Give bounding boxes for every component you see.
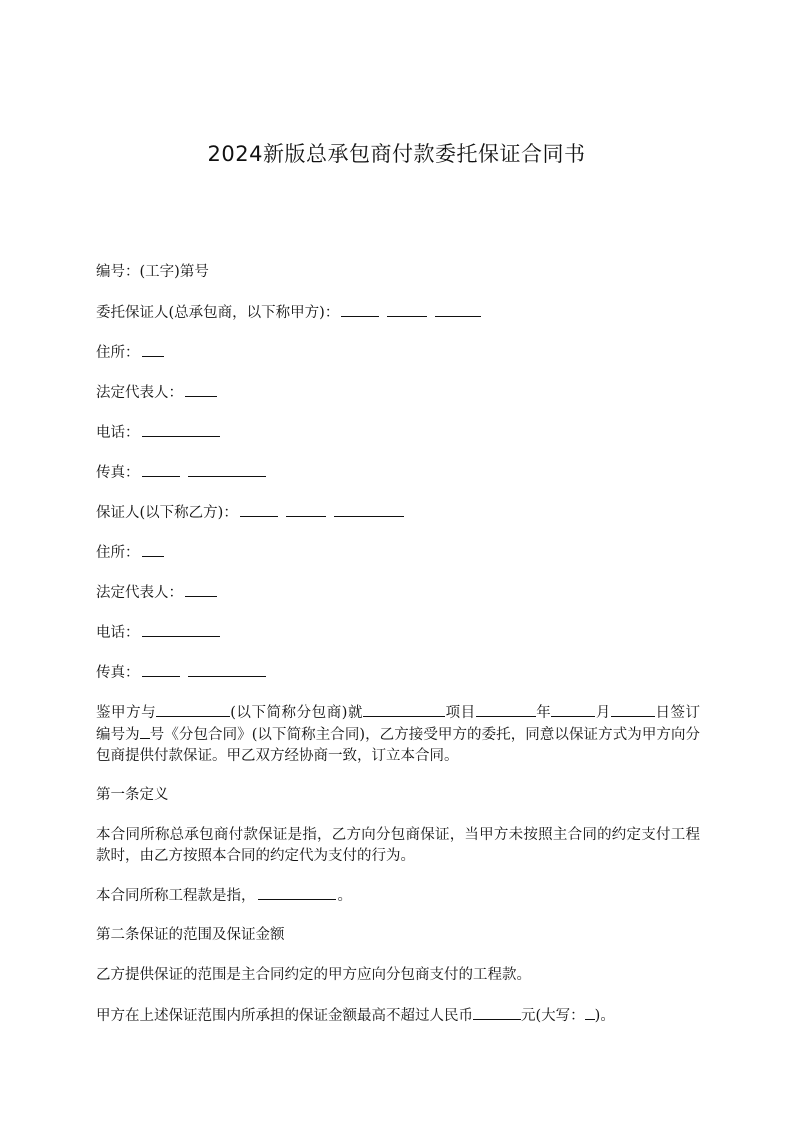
- principal-address-blank: [142, 342, 164, 357]
- principal-phone-line: [96, 422, 700, 443]
- principal-label: 委托保证人(总承包商，以下称甲方)：: [96, 305, 340, 321]
- guarantor-fax-line: [96, 662, 700, 683]
- amount-words-blank: [585, 1005, 595, 1020]
- preamble-text-8: 号《分包合同》(以下简称主合同)，乙方接受甲方的委托，同意以保证方式为甲方向分包商提供付款保证。甲乙双方经协商一致，订立本合同。: [96, 727, 701, 764]
- principal-line: [96, 302, 700, 323]
- article-1-paragraph-2: [96, 885, 700, 906]
- guarantor-legal-rep-blank: [185, 582, 217, 597]
- guarantor-phone-blank: [142, 622, 220, 637]
- article-2-heading: 第二条保证的范围及保证金额: [96, 927, 285, 943]
- principal-legal-rep-blank: [185, 382, 217, 397]
- project-blank: [363, 702, 445, 717]
- guarantor-address-label: 住所：: [96, 545, 140, 561]
- guarantor-phone-line: [96, 622, 700, 643]
- guarantor-address-line: [96, 542, 700, 563]
- article-1-p2-text-b: 。: [337, 888, 352, 904]
- principal-blank-3: [435, 302, 481, 317]
- contract-number-blank: [140, 724, 150, 739]
- project-payment-blank: [258, 885, 336, 900]
- preamble-paragraph: [96, 702, 700, 767]
- principal-fax-label: 传真：: [96, 465, 140, 481]
- guarantor-fax-blank-2: [188, 662, 266, 677]
- principal-fax-blank-2: [188, 462, 266, 477]
- article-2-paragraph-2: [96, 1005, 700, 1026]
- day-blank: [611, 702, 655, 717]
- month-blank: [551, 702, 595, 717]
- principal-blank-2: [387, 302, 427, 317]
- article-2-p2-text-b: 元(大写：: [521, 1008, 585, 1024]
- guarantor-legal-rep-line: [96, 582, 700, 603]
- principal-legal-rep-line: [96, 382, 700, 403]
- guarantor-line: [96, 502, 700, 523]
- year-blank: [476, 702, 536, 717]
- article-2-paragraph-1: 乙方提供保证的范围是主合同约定的甲方应向分包商支付的工程款。: [96, 967, 531, 983]
- guarantor-blank-2: [286, 502, 326, 517]
- principal-legal-rep-label: 法定代表人：: [96, 385, 183, 401]
- preamble-text-6: 日: [654, 705, 671, 721]
- preamble-text-1: 鉴甲方与: [96, 705, 157, 721]
- guarantor-phone-label: 电话：: [96, 625, 140, 641]
- guarantor-address-blank: [142, 542, 164, 557]
- principal-phone-label: 电话：: [96, 425, 140, 441]
- guarantor-label: 保证人(以下称乙方)：: [96, 505, 238, 521]
- article-1-paragraph-1: 本合同所称总承包商付款保证是指，乙方向分包商保证，当甲方未按照主合同的约定支付工程款时，由乙方按照本合同的约定代为支付的行为。: [96, 827, 700, 864]
- document-title: 2024新版总承包商付款委托保证合同书: [207, 142, 586, 166]
- preamble-text-5: 月: [595, 705, 611, 721]
- guarantor-fax-blank-1: [142, 662, 180, 677]
- principal-blank-1: [341, 302, 379, 317]
- preamble-text-2: (以下简称分包商)就: [230, 705, 364, 721]
- article-2-p2-text-c: )。: [594, 1008, 615, 1024]
- guarantor-fax-label: 传真：: [96, 665, 140, 681]
- article-1-p2-text-a: 本合同所称工程款是指，: [96, 888, 256, 904]
- guarantor-legal-rep-label: 法定代表人：: [96, 585, 183, 601]
- principal-address-label: 住所：: [96, 345, 140, 361]
- subcontractor-blank: [156, 702, 230, 717]
- contract-number: 编号：(工字)第号: [96, 264, 209, 280]
- guarantor-blank-1: [240, 502, 278, 517]
- principal-phone-blank: [142, 422, 220, 437]
- preamble-text-4: 年: [535, 705, 552, 721]
- guarantor-blank-3: [334, 502, 404, 517]
- principal-fax-blank-1: [142, 462, 180, 477]
- article-1-heading: 第一条定义: [96, 787, 169, 803]
- principal-fax-line: [96, 462, 700, 483]
- principal-address-line: [96, 342, 700, 363]
- preamble-text-3: 项目: [445, 705, 476, 721]
- preamble-text-7: 签订编号为: [96, 705, 701, 743]
- article-2-p2-text-a: 甲方在上述保证范围内所承担的保证金额最高不超过人民币: [96, 1008, 473, 1024]
- amount-blank: [473, 1005, 521, 1020]
